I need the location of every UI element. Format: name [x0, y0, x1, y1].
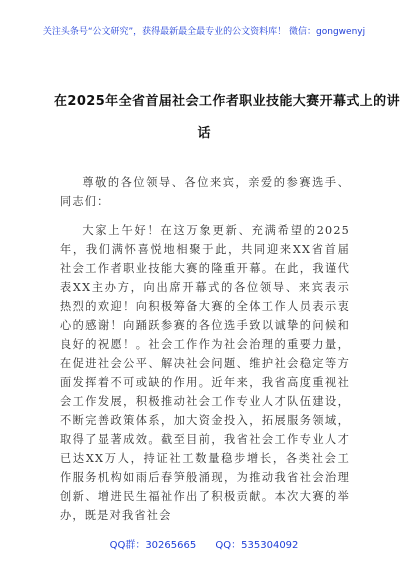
footer-contact: [0, 536, 408, 551]
document-body: [60, 173, 350, 525]
header-note: 关注头条号“公文研究”，获得最新最全最专业的公文资料库！ 微信：gongwenyj: [42, 27, 366, 37]
document-title-line-2: 话: [197, 126, 211, 141]
body-paragraph: 大家上午好！在这万象更新、充满希望的2025年，我们满怀喜悦地相聚于此，共同迎来XX省首届社会工作者职业技能大赛的隆重开幕。在此，我谨代表XX主办方，向出席开幕式的各位领导、来宾表示热烈的欢迎！向积极筹备大赛的全体工作人员表示衷心的感谢！向踊跃参赛的各位选手致以诚挚的问候和良好的祝愿！。社会工作作为社会治理的重要力量，在促进社会公平、解决社会问题、维护社会稳定等方面发挥着不可或缺的作用。近年来，我省高度重视社会工作发展，积极推动社会工作专业人才队伍建设，不断完善政策体系，加大资金投入，拓展服务领域，取得了显著成效。截至目前，我省社会工作专业人才已达XX万人，持证社工数量稳步增长，各类社会工作服务机构如雨后春笋般涌现，为推动我省社会治理创新、增进民生福祉作出了积极贡献。本次大赛的举办，既是对我省社会: [60, 224, 350, 522]
document-title-line-1: 在2025年全省首届社会工作者职业技能大赛开幕式上的讲: [54, 94, 400, 109]
greeting-paragraph: 尊敬的各位领导、各位来宾，亲爱的参赛选手、同志们：: [60, 176, 350, 208]
footer-qq: QQ：535304092: [215, 540, 299, 551]
footer-qq-group: QQ群：30265665: [109, 540, 197, 551]
